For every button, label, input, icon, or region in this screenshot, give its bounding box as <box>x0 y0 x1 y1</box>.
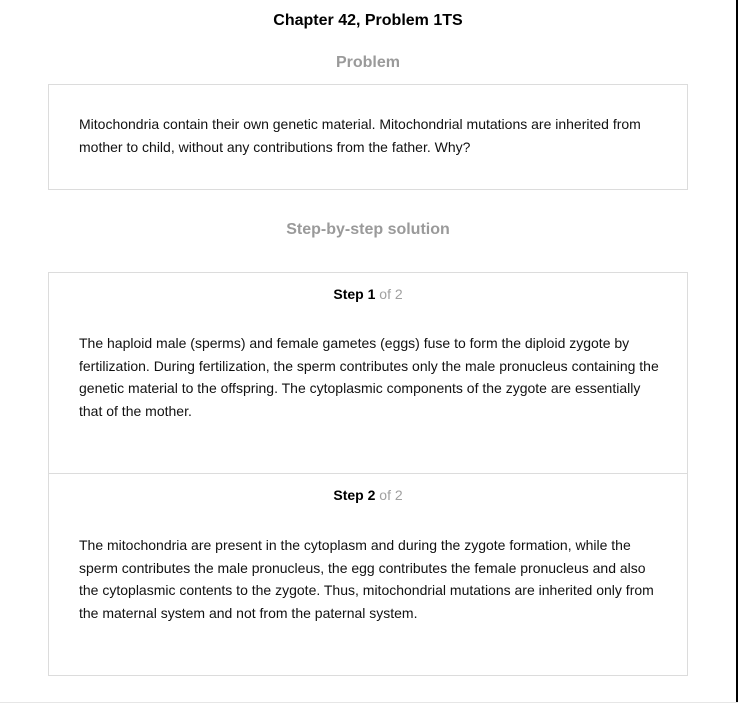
step-total: of 2 <box>379 286 403 302</box>
step-2-text: The mitochondria are present in the cytoplasm and during the zygote formation, while the sperm contributes the male pronucleus, the egg contributes the female pronucleus and also the cytoplasmic contents to the zygote. Thus, mitochondrial mutations are inherited only from the maternal system and not from the paternal system. <box>79 537 654 621</box>
step-1-section <box>49 273 687 474</box>
step-word: Step <box>333 286 364 302</box>
step-total: of 2 <box>379 487 403 503</box>
step-number: 2 <box>367 487 376 503</box>
problem-heading: Problem <box>335 54 400 71</box>
step-number: 1 <box>367 286 376 302</box>
step-2-label <box>49 487 687 503</box>
chapter-title: Chapter 42, Problem 1TS <box>273 12 463 29</box>
step-2-section <box>49 474 687 675</box>
problem-box <box>48 84 688 190</box>
solution-heading: Step-by-step solution <box>286 221 450 238</box>
problem-text: Mitochondria contain their own genetic material. Mitochondrial mutations are inherited from mother to child, without any contributions from the father. Why? <box>79 116 641 155</box>
solution-box <box>48 272 688 676</box>
step-1-text: The haploid male (sperms) and female gametes (eggs) fuse to form the diploid zygote by fertilization. During fertilization, the sperm contributes only the male pronucleus containing the genetic material to the offspring. The cytoplasmic components of the zygote are essentially that of the mother. <box>79 335 659 419</box>
step-1-label <box>49 286 687 302</box>
step-word: Step <box>333 487 364 503</box>
